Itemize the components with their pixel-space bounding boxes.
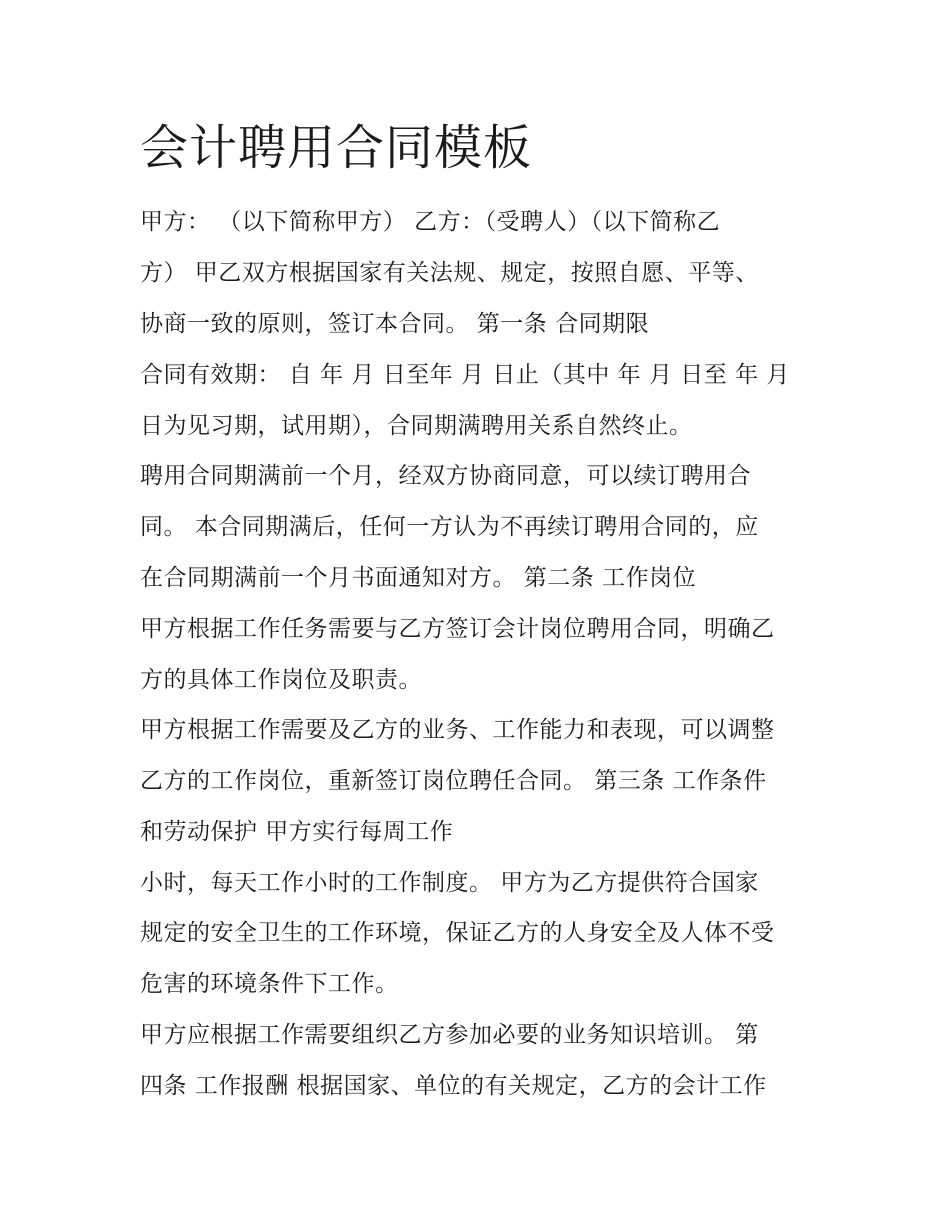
text-line: 在合同期满前一个月书面通知对方。 第二条 工作岗位	[140, 565, 697, 591]
text-line: 同。 本合同期满后，任何一方认为不再续订聘用合同的，应	[140, 514, 759, 540]
text-line: 规定的安全卫生的工作环境，保证乙方的人身安全及人体不受	[140, 920, 775, 946]
text-line: 聘用合同期满前一个月，经双方协商同意，可以续订聘用合	[140, 463, 751, 489]
text-line: 四条 工作报酬 根据国家、单位的有关规定，乙方的会计工作	[140, 1073, 767, 1099]
text-line: 危害的环境条件下工作。	[140, 971, 399, 997]
text-line: 甲方根据工作任务需要与乙方签订会计岗位聘用合同，明确乙	[140, 616, 775, 642]
text-line: 合同有效期： 自 年 月 日至年 月 日止（其中 年 月 日至 年 月	[140, 362, 790, 388]
text-line: 和劳动保护 甲方实行每周工作	[140, 819, 454, 845]
text-line: 乙方的工作岗位，重新签订岗位聘任合同。 第三条 工作条件	[140, 768, 767, 794]
document-title: 会计聘用合同模板	[140, 120, 533, 176]
text-line: 方的具体工作岗位及职责。	[140, 667, 422, 693]
text-line: 甲方根据工作需要及乙方的业务、工作能力和表现，可以调整	[140, 717, 775, 743]
text-line: 协商一致的原则，签订本合同。 第一条 合同期限	[140, 311, 650, 337]
text-line: 甲方应根据工作需要组织乙方参加必要的业务知识培训。 第	[140, 1022, 759, 1048]
text-line: 甲方： （以下简称甲方） 乙方：（受聘人）（以下简称乙	[140, 209, 721, 235]
text-line: 日为见习期，试用期），合同期满聘用关系自然终止。	[140, 413, 693, 439]
text-line: 方） 甲乙双方根据国家有关法规、规定，按照自愿、平等、	[140, 260, 759, 286]
text-line: 小时，每天工作小时的工作制度。 甲方为乙方提供符合国家	[140, 870, 759, 896]
